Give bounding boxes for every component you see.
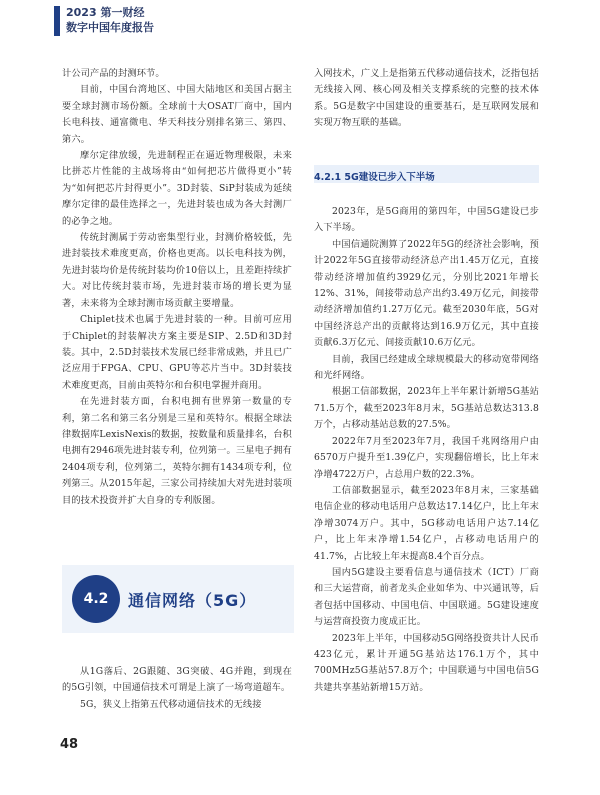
page-header bbox=[0, 0, 600, 38]
paragraph: 2023年，是5G商用的第四年，中国5G建设已步入下半场。 bbox=[314, 206, 539, 234]
left-column bbox=[62, 66, 292, 509]
subsection-heading bbox=[314, 165, 539, 183]
paragraph: 入网技术，广义上是指第五代移动通信技术，泛指包括无线接入网、核心网及相关支撑系统的完整的技术体系。5G是数字中国建设的重要基石，是互联网发展和实现万物互联的基础。 bbox=[314, 68, 539, 129]
paragraph: 工信部数据显示，截至2023年8月末，三家基础电信企业的移动电话用户总数达17.14亿户，比上年末净增3074万户。其中，5G移动电话用户达7.14亿户，比上年末净增1.54亿户，占移动电话用户的41.7%，占比较上年末提高8.4个百分点。 bbox=[314, 484, 539, 562]
paragraph: 目前，中国台湾地区、中国大陆地区和美国占据主要全球封测市场份额。全球前十大OSAT厂商中，国内长电科技、通富微电、华天科技分别排名第三、第四、第六。 bbox=[62, 84, 292, 145]
subsection-title: 4.2.1 5G建设已步入下半场 bbox=[314, 172, 435, 183]
right-column bbox=[314, 204, 539, 696]
paragraph: 计公司产品的封测环节。 bbox=[62, 68, 165, 79]
paragraph: 2022年7月至2023年7月，我国千兆网络用户由6570万户提升至1.39亿户，实现翻倍增长，比上年末净增4722万户，占总用户数的22.3%。 bbox=[314, 435, 539, 480]
header-subtitle: 数字中国年度报告 bbox=[66, 21, 154, 34]
section-title: 通信网络（5G） bbox=[128, 591, 257, 610]
paragraph: 5G，狭义上指第五代移动通信技术的无线接 bbox=[80, 698, 262, 710]
paragraph: 根据工信部数据，2023年上半年累计新增5G基站71.5万个，截至2023年8月末，5G基站总数达313.8万个，占移动基站总数的27.5%。 bbox=[314, 386, 539, 431]
paragraph: Chiplet技术也属于先进封装的一种。目前可应用于Chiplet的封装解决方案主要是SIP、2.5D和3D封装。其中，2.5D封装技术发展已经非常成熟，并且已广泛应用于FPGA、CPU、GPU等芯片当中。3D封装技术难度更高，目前由英特尔和台积电掌握并商用。 bbox=[62, 314, 292, 391]
header-accent-bar bbox=[54, 6, 60, 36]
paragraph: 国内5G建设主要看信息与通信技术（ICT）厂商和三大运营商，前者龙头企业如华为、中兴通讯等，后者包括中国移动、中国电信、中国联通。5G建设速度与运营商投资力度成正比。 bbox=[314, 566, 539, 628]
section-number-badge: 4.2 bbox=[72, 575, 120, 623]
paragraph: 传统封测属于劳动密集型行业，封测价格较低，先进封装技术难度更高，价格也更高。以长电科技为例，先进封装均价是传统封装均价10倍以上，且差距持续扩大。对比传统封装市场，先进封装市场的增长更为显著，未来将为全球封测市场贡献主要增量。 bbox=[62, 232, 292, 309]
paragraph: 摩尔定律放缓，先进制程正在逼近物理极限，未来比拼芯片性能的主战场将由“如何把芯片做得更小”转为“如何把芯片封得更小”。3D封装、SiP封装成为延续摩尔定律的最佳选择之一，先进封装也成为各大封测厂的必争之地。 bbox=[62, 150, 292, 227]
paragraph: 目前，我国已经建成全球规模最大的移动宽带网络和光纤网络。 bbox=[314, 353, 539, 382]
paragraph: 从1G落后、2G跟随、3G突破、4G并跑，到现在的5G引领，中国通信技术可谓是上演了一场弯道超车。 bbox=[62, 666, 292, 694]
header-title: 2023 第一财经 bbox=[66, 6, 145, 19]
paragraph: 在先进封装方面，台积电拥有世界第一数量的专利，第二名和第三名分别是三星和英特尔。根据全球法律数据库LexisNexis的数据，按数量和质量排名，台积电拥有2946项先进封装专利，位列第一。三星电子拥有2404项专利，位列第二，英特尔拥有1434项专利，位列第三。从2015年起，三家公司持续加大对先进封装项目的技术投资并扩大自身的专利版图。 bbox=[62, 396, 292, 506]
paragraph: 2023年上半年，中国移动5G网络投资共计人民币423亿元，累计开通5G基站达176.1万个，其中700MHz5G基站57.8万个；中国联通与中国电信5G共建共享基站新增15万站。 bbox=[314, 632, 539, 693]
paragraph: 中国信通院测算了2022年5G的经济社会影响，预计2022年5G直接带动经济总产出1.45万亿元，直接带动经济增加值约3929亿元，分别比2021年增长12%、31%，间接带动总产出约3.49万亿元，间接带动经济增加值约1.27万亿元。截至2030年底，5G对中国经济总产出的贡献将达到16.9万亿元，其中直接贡献6.3万亿元、间接贡献10.6万亿元。 bbox=[314, 238, 539, 349]
page-number: 48 bbox=[60, 737, 79, 752]
left-bottom-column bbox=[62, 664, 292, 713]
right-top-column bbox=[314, 66, 539, 132]
